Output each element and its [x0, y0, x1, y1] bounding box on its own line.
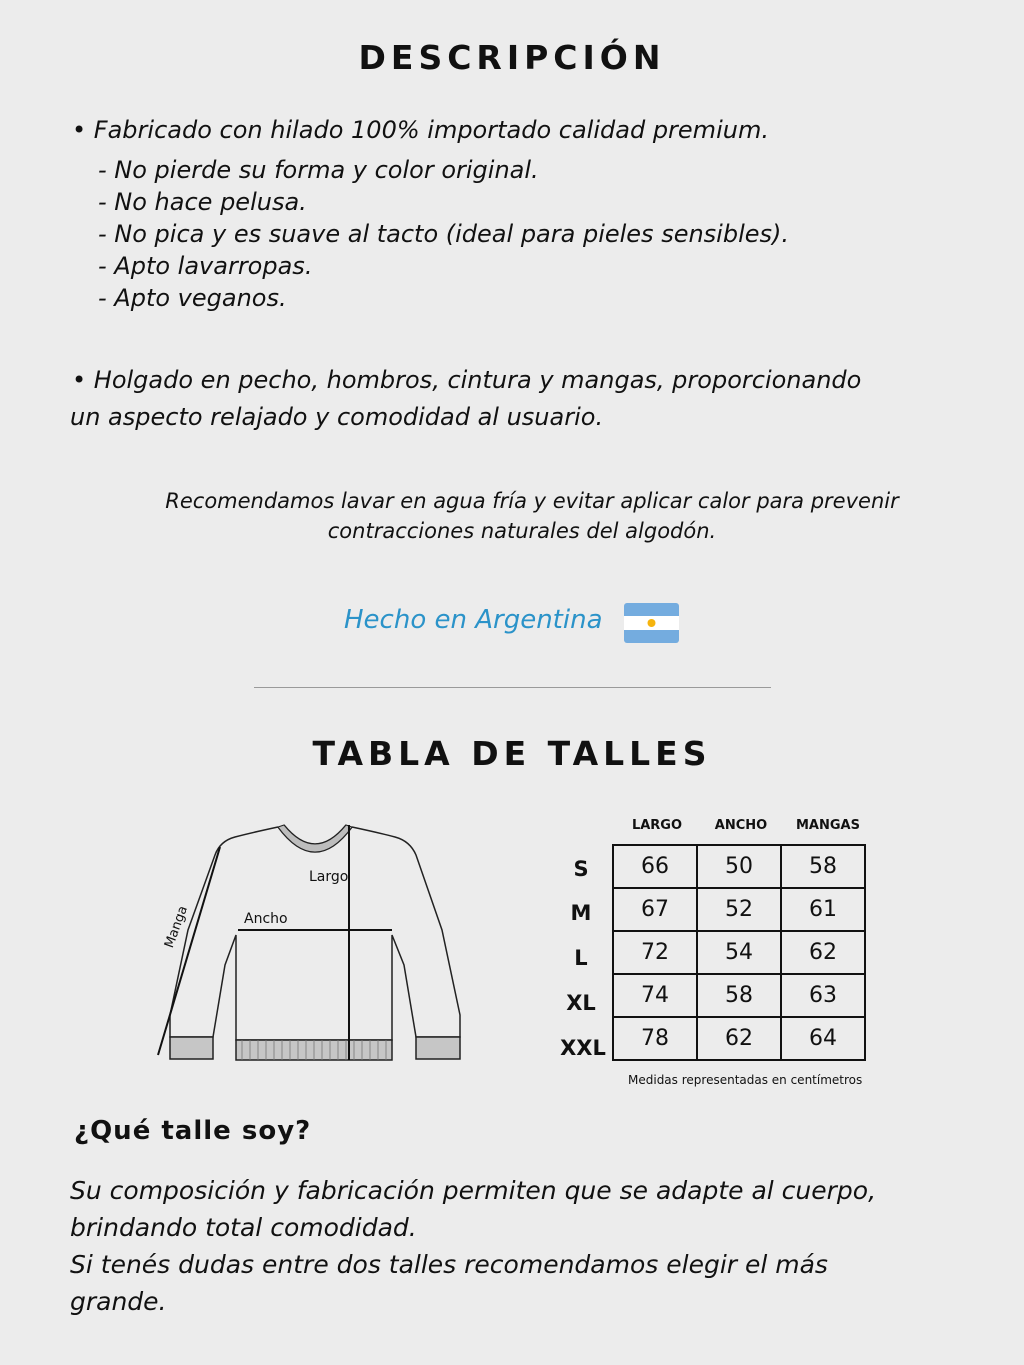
feature-item: - Apto veganos. — [98, 284, 287, 312]
bullet-premium: • Fabricado con hilado 100% importado calidad premium. — [72, 116, 769, 144]
table-cell: 74 — [613, 974, 697, 1017]
which-size-line: Si tenés dudas entre dos talles recomendamos elegir el más — [70, 1250, 828, 1279]
table-caption: Medidas representadas en centímetros — [628, 1073, 863, 1087]
table-cell: 66 — [613, 845, 697, 888]
which-size-text — [70, 1172, 970, 1320]
bullet-fit-line1: • Holgado en pecho, hombros, cintura y mangas, proporcionando — [72, 366, 862, 394]
row-header-xxl: XXL — [560, 1036, 606, 1060]
table-cell: 58 — [781, 845, 865, 888]
table-row — [613, 931, 865, 974]
care-note-line2: contracciones naturales del algodón. — [327, 519, 717, 543]
table-cell: 61 — [781, 888, 865, 931]
table-cell: 64 — [781, 1017, 865, 1060]
bullet-fit-line2: un aspecto relajado y comodidad al usuario. — [70, 403, 604, 431]
size-chart-title: TABLA DE TALLES — [312, 734, 712, 773]
feature-item: - No hace pelusa. — [98, 188, 307, 216]
col-header-ancho: ANCHO — [714, 818, 768, 833]
feature-item: - Apto lavarropas. — [98, 252, 313, 280]
diagram-label-manga: Manga — [162, 903, 192, 951]
row-header-s: S — [573, 857, 589, 881]
table-cell: 62 — [697, 1017, 781, 1060]
sweater-diagram — [150, 815, 480, 1065]
description-title: DESCRIPCIÓN — [358, 38, 666, 77]
which-size-line: grande. — [70, 1287, 167, 1316]
row-header-l: L — [574, 946, 588, 970]
table-cell: 54 — [697, 931, 781, 974]
table-row — [613, 1017, 865, 1060]
table-cell: 67 — [613, 888, 697, 931]
table-cell: 58 — [697, 974, 781, 1017]
col-header-largo: LARGO — [631, 818, 683, 833]
care-note-line1: Recomendamos lavar en agua fría y evitar aplicar calor para prevenir — [165, 489, 899, 513]
made-in-argentina: Hecho en Argentina — [344, 605, 603, 635]
table-row — [613, 888, 865, 931]
table-cell: 50 — [697, 845, 781, 888]
feature-item: - No pica y es suave al tacto (ideal para pieles sensibles). — [98, 220, 790, 248]
table-row — [613, 845, 865, 888]
which-size-line: brindando total comodidad. — [70, 1213, 417, 1242]
table-cell: 72 — [613, 931, 697, 974]
diagram-label-ancho: Ancho — [244, 911, 288, 927]
argentina-flag-icon — [624, 603, 679, 643]
table-cell: 52 — [697, 888, 781, 931]
feature-item: - No pierde su forma y color original. — [98, 156, 539, 184]
col-header-mangas: MANGAS — [796, 818, 860, 833]
table-cell: 62 — [781, 931, 865, 974]
size-table — [612, 844, 866, 1061]
which-size-line: Su composición y fabricación permiten que se adapte al cuerpo, — [70, 1176, 877, 1205]
diagram-label-largo: Largo — [309, 869, 349, 885]
which-size-title: ¿Qué talle soy? — [74, 1116, 312, 1146]
table-cell: 78 — [613, 1017, 697, 1060]
row-header-m: M — [570, 901, 592, 925]
table-row — [613, 974, 865, 1017]
table-cell: 63 — [781, 974, 865, 1017]
section-divider — [254, 687, 771, 688]
row-header-xl: XL — [566, 991, 596, 1015]
